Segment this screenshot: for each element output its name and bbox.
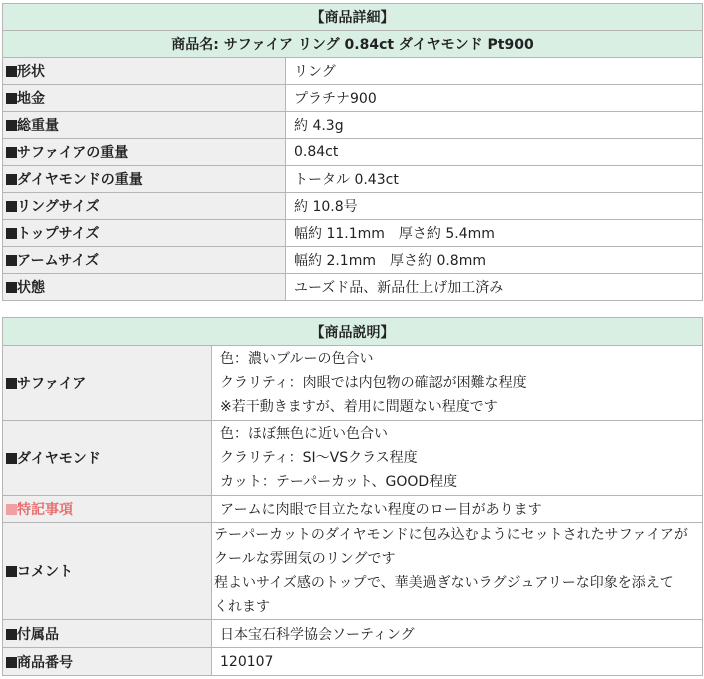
spec-row xyxy=(3,85,703,112)
square-bullet-icon xyxy=(6,93,17,104)
product-number-row xyxy=(3,648,703,676)
spec-label: 形状 xyxy=(17,64,45,80)
square-bullet-icon xyxy=(6,174,17,185)
diamond-cut: カット：テーパーカット、GOOD程度 xyxy=(220,474,458,490)
spec-value: 幅約 11.1mm 厚さ約 5.4mm xyxy=(286,220,703,247)
product-name: 商品名: サファイア リング 0.84ct ダイヤモンド Pt900 xyxy=(3,31,703,58)
product-details-table xyxy=(2,3,703,301)
spec-label: リングサイズ xyxy=(17,199,100,215)
spec-value: 幅約 2.1mm 厚さ約 0.8mm xyxy=(286,247,703,274)
comment-value-cell xyxy=(212,523,703,620)
notes-row xyxy=(3,496,703,523)
diamond-row xyxy=(3,421,703,496)
spec-label: 総重量 xyxy=(17,118,59,134)
description-header: 【商品説明】 xyxy=(3,318,703,346)
square-bullet-icon xyxy=(6,629,17,640)
spec-label-cell xyxy=(3,274,286,301)
spec-label-cell xyxy=(3,166,286,193)
square-bullet-icon xyxy=(6,120,17,131)
product-number-label: 商品番号 xyxy=(17,654,73,671)
accessories-label-cell xyxy=(3,620,212,648)
square-bullet-icon xyxy=(6,66,17,77)
sapphire-value-cell xyxy=(212,346,703,421)
notes-value: アームに肉眼で目立たない程度のロー目があります xyxy=(212,496,703,523)
product-number-value: 120107 xyxy=(212,648,703,676)
spec-label: 状態 xyxy=(17,280,45,296)
comment-line: クールな雰囲気のリングです xyxy=(214,551,396,567)
diamond-color: 色：ほぼ無色に近い色合い xyxy=(220,426,388,442)
square-bullet-icon xyxy=(6,255,17,266)
accessories-label: 付属品 xyxy=(17,626,59,643)
spec-value: 約 4.3g xyxy=(286,112,703,139)
accessories-row xyxy=(3,620,703,648)
spec-label: ダイヤモンドの重量 xyxy=(17,172,143,188)
sapphire-clarity: クラリティ：肉眼では内包物の確認が困難な程度 xyxy=(220,375,527,391)
spec-value: リング xyxy=(286,58,703,85)
spec-value: ユーズド品、新品仕上げ加工済み xyxy=(286,274,703,301)
spec-label-cell xyxy=(3,220,286,247)
square-bullet-icon xyxy=(6,453,17,464)
sapphire-color: 色：濃いブルーの色合い xyxy=(220,351,374,367)
diamond-clarity: クラリティ：SI～VSクラス程度 xyxy=(220,450,418,466)
description-header-row xyxy=(3,318,703,346)
sapphire-label-cell xyxy=(3,346,212,421)
product-number-label-cell xyxy=(3,648,212,676)
spec-row xyxy=(3,247,703,274)
spec-row xyxy=(3,166,703,193)
spec-label-cell xyxy=(3,193,286,220)
square-bullet-icon xyxy=(6,147,17,158)
spec-row xyxy=(3,112,703,139)
notes-label-cell xyxy=(3,496,212,523)
spec-label-cell xyxy=(3,139,286,166)
diamond-label-cell xyxy=(3,421,212,496)
diamond-label: ダイヤモンド xyxy=(17,451,101,467)
spec-value: 0.84ct xyxy=(286,139,703,166)
spec-label: アームサイズ xyxy=(17,253,100,269)
notes-label: 特記事項 xyxy=(17,502,73,518)
details-header-row xyxy=(3,4,703,31)
product-description-table xyxy=(2,317,703,676)
spec-row xyxy=(3,139,703,166)
spec-label-cell xyxy=(3,58,286,85)
sapphire-label: サファイア xyxy=(17,376,87,392)
spec-row xyxy=(3,274,703,301)
spec-row xyxy=(3,193,703,220)
details-header: 【商品詳細】 xyxy=(3,4,703,31)
square-bullet-icon xyxy=(6,657,17,668)
comment-label-cell xyxy=(3,523,212,620)
comment-line: くれます xyxy=(214,599,270,615)
square-bullet-icon xyxy=(6,378,17,389)
accessories-value: 日本宝石科学協会ソーティング xyxy=(212,620,703,648)
comment-line: テーパーカットのダイヤモンドに包み込むようにセットされたサファイアが xyxy=(214,527,688,543)
diamond-value-cell xyxy=(212,421,703,496)
spec-label-cell xyxy=(3,112,286,139)
comment-row xyxy=(3,523,703,620)
square-bullet-icon xyxy=(6,201,17,212)
spec-value: プラチナ900 xyxy=(286,85,703,112)
square-bullet-icon xyxy=(6,282,17,293)
square-bullet-icon xyxy=(6,228,17,239)
comment-label: コメント xyxy=(17,564,73,580)
spec-value: トータル 0.43ct xyxy=(286,166,703,193)
spec-row xyxy=(3,220,703,247)
sapphire-row xyxy=(3,346,703,421)
spec-row xyxy=(3,58,703,85)
spec-label: トップサイズ xyxy=(17,226,100,242)
spec-label: 地金 xyxy=(17,91,45,107)
square-bullet-icon xyxy=(6,504,17,515)
spec-label-cell xyxy=(3,85,286,112)
sapphire-note: ※若干動きますが、着用に問題ない程度です xyxy=(220,399,498,415)
spec-label: サファイアの重量 xyxy=(17,145,129,161)
product-name-row xyxy=(3,31,703,58)
spec-label-cell xyxy=(3,247,286,274)
spec-value: 約 10.8号 xyxy=(286,193,703,220)
comment-line: 程よいサイズ感のトップで、華美過ぎないラグジュアリーな印象を添えて xyxy=(214,575,674,591)
square-bullet-icon xyxy=(6,566,17,577)
